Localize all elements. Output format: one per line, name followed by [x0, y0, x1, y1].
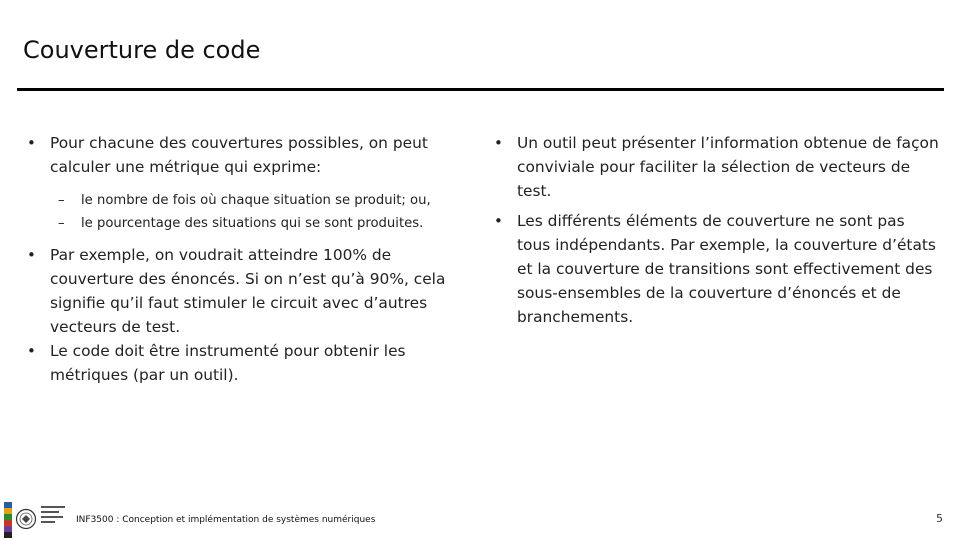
- sub-bullet-item: [27, 189, 467, 212]
- bullet-item: [494, 209, 939, 329]
- sub-bullet-text: le pourcentage des situations qui se sont produites.: [81, 216, 424, 231]
- left-column: [27, 131, 467, 387]
- title-divider: [17, 88, 944, 91]
- bullet-text: Le code doit être instrumenté pour obtenir les métriques (par un outil).: [50, 342, 406, 384]
- bullet-item: [27, 339, 467, 387]
- bullet-text: Par exemple, on voudrait atteindre 100% de couverture des énoncés. Si on n’est qu’à 90%, cela signifie qu’il faut stimuler le circuit avec d’autres vecteurs de test.: [50, 246, 446, 336]
- bullet-text: Les différents éléments de couverture ne sont pas tous indépendants. Par exemple, la couverture d’états et la couverture de transitions sont effectivement des sous-ensembles de la couverture d’énoncés et de branchements.: [517, 212, 936, 326]
- footer-course-title: INF3500 : Conception et implémentation de systèmes numériques: [76, 515, 376, 525]
- logo-wordmark: [41, 506, 65, 526]
- bullet-icon: •: [494, 134, 503, 152]
- right-column: [494, 131, 939, 329]
- polytechnique-logo-icon: [4, 502, 70, 538]
- bullet-icon: •: [27, 342, 36, 360]
- bullet-icon: •: [494, 212, 503, 230]
- dash-icon: –: [58, 216, 65, 231]
- bullet-item: [494, 131, 939, 203]
- dash-icon: –: [58, 193, 65, 208]
- bullet-item: [27, 131, 467, 179]
- bullet-icon: •: [27, 246, 36, 264]
- logo-color-bars: [4, 502, 12, 538]
- bullet-text: Pour chacune des couvertures possibles, on peut calculer une métrique qui exprime:: [50, 134, 428, 176]
- slide-title: Couverture de code: [23, 36, 261, 64]
- bullet-text: Un outil peut présenter l’information obtenue de façon conviviale pour faciliter la sélection de vecteurs de test.: [517, 134, 939, 200]
- sub-bullet-item: [27, 212, 467, 235]
- sub-bullet-text: le nombre de fois où chaque situation se produit; ou,: [81, 193, 431, 208]
- emblem-icon: [15, 508, 37, 530]
- bullet-item: [27, 243, 467, 339]
- logo-bar: [4, 532, 12, 538]
- bullet-icon: •: [27, 134, 36, 152]
- page-number: 5: [936, 512, 943, 525]
